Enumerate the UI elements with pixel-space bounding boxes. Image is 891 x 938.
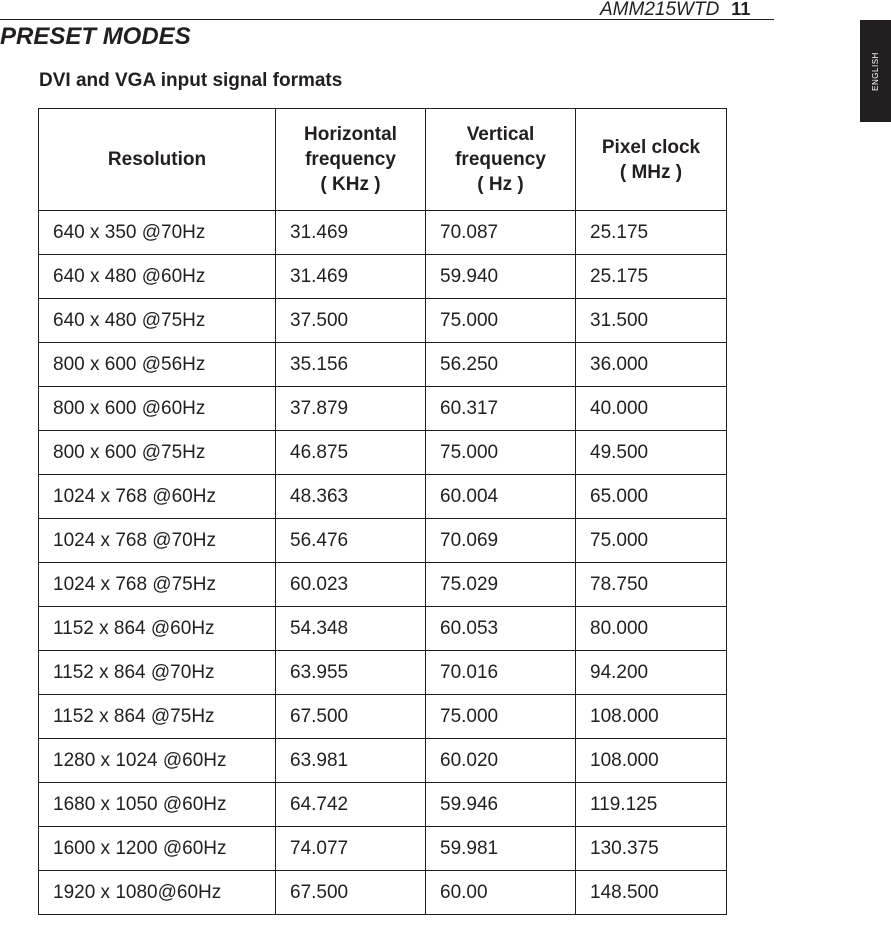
horizontal-frequency-cell: 63.955 [276, 651, 426, 695]
vertical-frequency-cell: 60.004 [426, 475, 576, 519]
resolution-cell: 1280 x 1024 @60Hz [39, 739, 276, 783]
column-header-vertical-frequency: Vertical frequency ( Hz ) [426, 109, 576, 211]
vertical-frequency-cell: 75.000 [426, 431, 576, 475]
horizontal-frequency-cell: 64.742 [276, 783, 426, 827]
horizontal-frequency-cell: 67.500 [276, 695, 426, 739]
pixel-clock-cell: 75.000 [576, 519, 727, 563]
language-tab [860, 20, 891, 122]
preset-modes-table [38, 108, 727, 915]
pixel-clock-cell: 148.500 [576, 871, 727, 915]
pixel-clock-cell: 94.200 [576, 651, 727, 695]
table-row [39, 519, 727, 563]
horizontal-frequency-cell: 46.875 [276, 431, 426, 475]
horizontal-frequency-cell: 54.348 [276, 607, 426, 651]
resolution-cell: 1152 x 864 @75Hz [39, 695, 276, 739]
table-row [39, 871, 727, 915]
horizontal-frequency-cell: 31.469 [276, 211, 426, 255]
vertical-frequency-cell: 75.029 [426, 563, 576, 607]
horizontal-frequency-cell: 37.879 [276, 387, 426, 431]
resolution-cell: 800 x 600 @56Hz [39, 343, 276, 387]
vertical-frequency-cell: 59.940 [426, 255, 576, 299]
table-row [39, 387, 727, 431]
header-rule [0, 19, 774, 20]
column-header-resolution: Resolution [39, 109, 276, 211]
vertical-frequency-cell: 59.981 [426, 827, 576, 871]
resolution-cell: 1680 x 1050 @60Hz [39, 783, 276, 827]
pixel-clock-cell: 49.500 [576, 431, 727, 475]
resolution-cell: 800 x 600 @75Hz [39, 431, 276, 475]
pixel-clock-cell: 108.000 [576, 695, 727, 739]
resolution-cell: 640 x 350 @70Hz [39, 211, 276, 255]
vertical-frequency-cell: 56.250 [426, 343, 576, 387]
table-body [39, 211, 727, 915]
vertical-frequency-cell: 75.000 [426, 299, 576, 343]
horizontal-frequency-cell: 48.363 [276, 475, 426, 519]
horizontal-frequency-cell: 56.476 [276, 519, 426, 563]
table-row [39, 695, 727, 739]
vertical-frequency-cell: 70.087 [426, 211, 576, 255]
table-row [39, 651, 727, 695]
horizontal-frequency-cell: 67.500 [276, 871, 426, 915]
vertical-frequency-cell: 70.016 [426, 651, 576, 695]
vertical-frequency-cell: 60.317 [426, 387, 576, 431]
resolution-cell: 1152 x 864 @70Hz [39, 651, 276, 695]
table-header-row [39, 109, 727, 211]
vertical-frequency-cell: 59.946 [426, 783, 576, 827]
pixel-clock-cell: 25.175 [576, 255, 727, 299]
horizontal-frequency-cell: 37.500 [276, 299, 426, 343]
pixel-clock-cell: 130.375 [576, 827, 727, 871]
horizontal-frequency-cell: 35.156 [276, 343, 426, 387]
resolution-cell: 1024 x 768 @60Hz [39, 475, 276, 519]
pixel-clock-cell: 40.000 [576, 387, 727, 431]
horizontal-frequency-cell: 60.023 [276, 563, 426, 607]
pixel-clock-cell: 78.750 [576, 563, 727, 607]
resolution-cell: 1152 x 864 @60Hz [39, 607, 276, 651]
table-row [39, 475, 727, 519]
table-row [39, 299, 727, 343]
horizontal-frequency-cell: 74.077 [276, 827, 426, 871]
resolution-cell: 1024 x 768 @75Hz [39, 563, 276, 607]
vertical-frequency-cell: 60.00 [426, 871, 576, 915]
resolution-cell: 1920 x 1080@60Hz [39, 871, 276, 915]
running-header [600, 0, 780, 19]
resolution-cell: 640 x 480 @60Hz [39, 255, 276, 299]
vertical-frequency-cell: 60.020 [426, 739, 576, 783]
horizontal-frequency-cell: 63.981 [276, 739, 426, 783]
model-name: AMM215WTD [600, 0, 720, 20]
table-row [39, 343, 727, 387]
table-row [39, 827, 727, 871]
resolution-cell: 800 x 600 @60Hz [39, 387, 276, 431]
resolution-cell: 1600 x 1200 @60Hz [39, 827, 276, 871]
section-title: DVI and VGA input signal formats [39, 70, 343, 91]
vertical-frequency-cell: 75.000 [426, 695, 576, 739]
table-row [39, 211, 727, 255]
table-row [39, 255, 727, 299]
page-number: 11 [731, 0, 751, 19]
table-row [39, 739, 727, 783]
vertical-frequency-cell: 70.069 [426, 519, 576, 563]
table-row [39, 607, 727, 651]
horizontal-frequency-cell: 31.469 [276, 255, 426, 299]
pixel-clock-cell: 119.125 [576, 783, 727, 827]
table-row [39, 431, 727, 475]
pixel-clock-cell: 80.000 [576, 607, 727, 651]
table-row [39, 783, 727, 827]
table-row [39, 563, 727, 607]
vertical-frequency-cell: 60.053 [426, 607, 576, 651]
resolution-cell: 640 x 480 @75Hz [39, 299, 276, 343]
column-header-pixel-clock: Pixel clock ( MHz ) [576, 109, 727, 211]
pixel-clock-cell: 36.000 [576, 343, 727, 387]
pixel-clock-cell: 65.000 [576, 475, 727, 519]
pixel-clock-cell: 108.000 [576, 739, 727, 783]
pixel-clock-cell: 31.500 [576, 299, 727, 343]
column-header-horizontal-frequency: Horizontal frequency ( KHz ) [276, 109, 426, 211]
pixel-clock-cell: 25.175 [576, 211, 727, 255]
page-title: PRESET MODES [0, 23, 191, 50]
language-tab-label: ENGLISH [871, 51, 880, 91]
resolution-cell: 1024 x 768 @70Hz [39, 519, 276, 563]
